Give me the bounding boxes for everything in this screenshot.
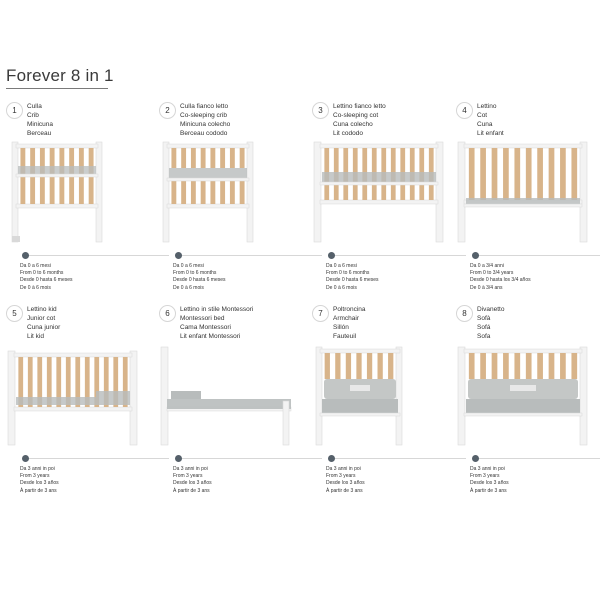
age-text: From 0 to 6 months <box>20 270 64 277</box>
montessori-bed-icon <box>159 341 307 451</box>
configuration-name: Sofa <box>477 333 491 340</box>
age-range <box>470 466 509 495</box>
configuration-name: Montessori bed <box>180 315 225 322</box>
timeline-line <box>472 458 600 459</box>
age-text: À partir de 3 ans <box>20 487 57 494</box>
step-number: 5 <box>6 305 23 322</box>
timeline-line <box>328 255 466 256</box>
age-text: From 3 years <box>173 473 203 480</box>
timeline-dot <box>22 455 29 462</box>
timeline-line <box>175 458 322 459</box>
crib-icon <box>6 138 154 248</box>
co-sleeping-cot-icon <box>312 138 460 248</box>
step-number: 6 <box>159 305 176 322</box>
co-sleeping-crib-icon <box>159 138 307 248</box>
configuration-name: Lit cododo <box>333 130 363 137</box>
configuration-name: Berceau <box>27 130 52 137</box>
timeline-dot <box>328 455 335 462</box>
configuration-name: Sillón <box>333 324 349 331</box>
step-number: 3 <box>312 102 329 119</box>
configuration-name: Lit enfant <box>477 130 504 137</box>
age-text: Da 3 anni in poi <box>173 466 208 472</box>
age-range <box>173 466 212 495</box>
configuration-names <box>27 102 53 138</box>
age-text: À partir de 3 ans <box>326 487 363 494</box>
step-number: 8 <box>456 305 473 322</box>
timeline-dot <box>472 455 479 462</box>
age-range <box>20 466 59 495</box>
configuration-names <box>180 305 253 341</box>
armchair-icon <box>312 341 460 451</box>
timeline-line <box>22 255 169 256</box>
configuration-name: Co-sleeping cot <box>333 112 379 119</box>
sofa-icon <box>456 341 600 451</box>
age-text: À partir de 3 ans <box>173 487 210 494</box>
configuration-name: Co-sleeping crib <box>180 112 227 119</box>
age-text: From 0 to 6 months <box>173 270 217 277</box>
step-number: 1 <box>6 102 23 119</box>
configuration-name: Culla fianco letto <box>180 103 229 110</box>
configuration-names <box>477 305 504 341</box>
step-number: 4 <box>456 102 473 119</box>
age-text: Desde los 3 años <box>470 480 509 487</box>
cot-icon <box>456 138 600 248</box>
configuration-name: Berceau cododo <box>180 130 228 137</box>
age-text: De 0 à 6 mois <box>173 284 204 291</box>
configuration-name: Cuna <box>477 121 493 128</box>
page-title: Forever 8 in 1 <box>6 66 114 85</box>
age-text: From 0 to 3/4 years <box>470 270 514 277</box>
age-range <box>326 466 365 495</box>
configuration-name: Lit kid <box>27 333 44 340</box>
configuration-name: Sofá <box>477 324 491 331</box>
age-text: Desde los 3 años <box>173 480 212 487</box>
timeline-line <box>175 255 322 256</box>
junior-cot-icon <box>6 341 154 451</box>
age-text: À partir de 3 ans <box>470 487 507 494</box>
configuration-name: Crib <box>27 112 39 119</box>
age-text: Desde 0 hasta los 3/4 años <box>470 277 531 284</box>
configuration-names <box>477 102 504 138</box>
age-text: Da 0 a 6 mesi <box>173 263 204 269</box>
configuration-name: Armchair <box>333 315 360 322</box>
configuration-name: Poltroncina <box>333 306 366 313</box>
age-range <box>470 263 531 292</box>
timeline-dot <box>175 455 182 462</box>
configuration-name: Culla <box>27 103 42 110</box>
configuration-names <box>180 102 230 138</box>
configuration-name: Divanetto <box>477 306 505 313</box>
age-text: Da 3 anni in poi <box>470 466 505 472</box>
age-text: Desde 0 hasta 6 meses <box>173 277 226 284</box>
title-underline <box>6 88 108 89</box>
step-number: 7 <box>312 305 329 322</box>
age-text: Desde 0 hasta 6 meses <box>20 277 73 284</box>
configuration-name: Sofà <box>477 315 491 322</box>
age-text: Desde los 3 años <box>20 480 59 487</box>
timeline-dot <box>22 252 29 259</box>
age-text: Da 3 anni in poi <box>20 466 55 472</box>
age-text: Da 3 anni in poi <box>326 466 361 472</box>
age-text: Da 0 a 6 mesi <box>20 263 51 269</box>
configuration-name: Lettino in stile Montessori <box>180 306 254 313</box>
age-range <box>20 263 73 292</box>
age-text: Desde los 3 años <box>326 480 365 487</box>
age-text: De 0 à 6 mois <box>20 284 51 291</box>
timeline-line <box>472 255 600 256</box>
configuration-name: Junior cot <box>27 315 56 322</box>
age-text: Da 0 a 6 mesi <box>326 263 357 269</box>
configuration-names <box>27 305 60 341</box>
configuration-name: Cuna colecho <box>333 121 373 128</box>
configuration-name: Minicuna <box>27 121 54 128</box>
age-text: Da 0 a 3/4 anni <box>470 263 504 269</box>
configuration-name: Lettino <box>477 103 497 110</box>
age-text: From 0 to 6 months <box>326 270 370 277</box>
age-range <box>326 263 379 292</box>
configuration-name: Minicuna colecho <box>180 121 231 128</box>
age-range <box>173 263 226 292</box>
age-text: From 3 years <box>20 473 50 480</box>
timeline-dot <box>328 252 335 259</box>
configuration-names <box>333 305 366 341</box>
age-text: Desde 0 hasta 6 meses <box>326 277 379 284</box>
timeline-dot <box>175 252 182 259</box>
configuration-name: Lit enfant Montessori <box>180 333 241 340</box>
configuration-names <box>333 102 386 138</box>
age-text: De 0 à 3/4 ans <box>470 284 503 291</box>
configuration-name: Fauteuil <box>333 333 357 340</box>
age-text: De 0 à 6 mois <box>326 284 357 291</box>
configuration-name: Lettino kid <box>27 306 57 313</box>
timeline-dot <box>472 252 479 259</box>
configuration-name: Lettino fianco letto <box>333 103 386 110</box>
timeline-line <box>328 458 466 459</box>
step-number: 2 <box>159 102 176 119</box>
age-text: From 3 years <box>326 473 356 480</box>
configuration-name: Cama Montessori <box>180 324 231 331</box>
age-text: From 3 years <box>470 473 500 480</box>
configuration-name: Cot <box>477 112 488 119</box>
timeline-line <box>22 458 169 459</box>
configuration-name: Cuna junior <box>27 324 61 331</box>
